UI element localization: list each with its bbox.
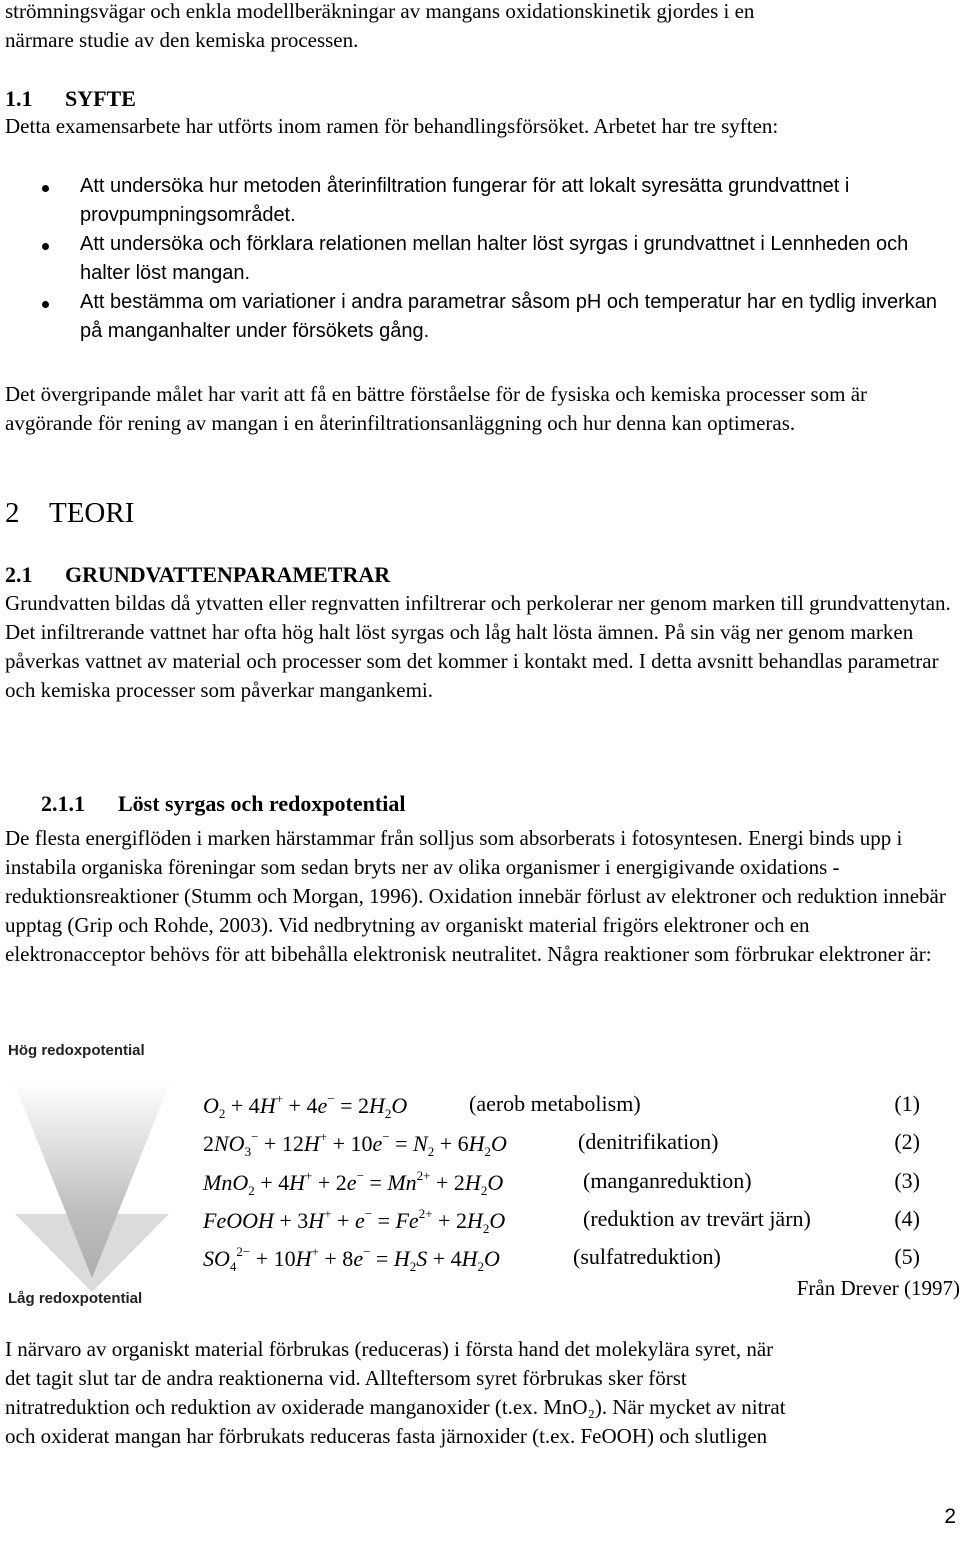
- equation-number: (5): [894, 1244, 920, 1269]
- section-heading-grundvattenparametrar: [5, 560, 390, 589]
- equation-row: [203, 1244, 920, 1274]
- list-item-text: Att bestämma om variationer i andra parametrar såsom pH och temperatur har en tydlig inverkan på manganhalter under försökets gång.: [80, 291, 938, 342]
- subsection-heading-syrgas: [41, 789, 405, 818]
- redox-potential-figure: [5, 1038, 177, 1314]
- subsection-title: Löst syrgas och redoxpotential: [118, 791, 406, 816]
- list-item-text: Att undersöka hur metoden återinfiltration fungerar för att lokalt syresätta grundvattnet i provpumpningsområdet.: [80, 175, 850, 226]
- section-heading-syfte: [5, 84, 136, 113]
- equation-description: (denitrifikation): [578, 1129, 719, 1154]
- closing-line-1: I närvaro av organiskt material förbrukas (reduceras) i första hand det molekylära syret, när: [5, 1337, 774, 1361]
- bullet-icon: [42, 243, 49, 250]
- equation-number: (3): [894, 1168, 920, 1193]
- intro-line-1: strömningsvägar och enkla modellberäkningar av mangans oxidationskinetik gjordes i en: [5, 0, 755, 23]
- syfte-text: Detta examensarbete har utförts inom ramen för behandlingsförsöket. Arbetet har tre syften:: [5, 114, 779, 138]
- bullet-icon: [42, 185, 49, 192]
- equation-formula: $MnO_2 + 4H^+ + 2e^- = Mn^{2+} + 2H_2O$: [203, 1168, 504, 1198]
- source-citation: Från Drever (1997): [796, 1276, 960, 1300]
- overall-goal-paragraph: Det övergripande målet har varit att få en bättre förståelse för de fysiska och kemiska processer som är avgörande för rening av mangan i en återinfiltrationsanläggning och hur denna kan optimeras.: [5, 382, 868, 435]
- equation-number: (2): [894, 1129, 920, 1154]
- equation-description: (reduktion av trevärt järn): [583, 1206, 811, 1231]
- equation-row: [203, 1206, 920, 1236]
- page-number: 2: [944, 1505, 956, 1528]
- equation-formula: FeOOH + $3H^+ + e^- = Fe^{2+} + 2H_2O$: [203, 1206, 506, 1236]
- syrgas-paragraph: De flesta energiflöden i marken härstammar från solljus som absorberats i fotosyntesen. Energi binds upp i instabila organiska föreningar som sedan bryts ner av olika organismer i energigivande oxidations - reduktionsreaktioner (Stumm och Morgan, 1996). Oxidation innebär förlust av elektroner och reduktion innebär upptag (Grip och Rohde, 2003). Vid nedbrytning av organiskt material frigörs elektroner och en elektronacceptor behövs för att bibehålla elektronisk neutralitet. Några reaktioner som förbrukar elektroner är:: [5, 826, 946, 966]
- chapter-title: TEORI: [49, 497, 135, 529]
- section-number: 1.1: [5, 86, 33, 111]
- equation-description: (sulfatreduktion): [573, 1244, 721, 1269]
- equation-row: [203, 1129, 920, 1159]
- section-number: 2.1: [5, 562, 33, 587]
- section-title: GRUNDVATTENPARAMETRAR: [65, 562, 391, 587]
- closing-line-3: nitratreduktion och reduktion av oxiderade manganoxider (t.ex. MnO₂). När mycket av nitrat: [5, 1395, 786, 1419]
- equation-row: [203, 1168, 920, 1198]
- equation-formula: $SO_4^{2-} + 10H^+ + 8e^- = H_2S + 4H_2O$: [203, 1244, 500, 1274]
- subsection-number: 2.1.1: [41, 791, 85, 816]
- intro-line-2: närmare studie av den kemiska processen.: [5, 28, 359, 52]
- closing-line-4: och oxiderat mangan har förbrukats reduceras fasta järnoxider (t.ex. FeOOH) och slutligen: [5, 1424, 768, 1448]
- closing-line-2: det tagit slut tar de andra reaktionerna vid. Allteftersom syret förbrukas sker först: [5, 1366, 687, 1390]
- down-arrow-gradient-icon: [5, 1038, 177, 1314]
- low-redox-label: Låg redoxpotential: [8, 1290, 143, 1307]
- equation-formula: $2NO_3^- + 12H^+ + 10e^- = N_2 + 6H_2O$: [203, 1129, 507, 1159]
- list-item-text: Att undersöka och förklara relationen mellan halter löst syrgas i grundvattnet i Lennheden och halter löst mangan.: [80, 233, 909, 284]
- grundvatten-paragraph: Grundvatten bildas då ytvatten eller regnvatten infiltrerar och perkolerar ner genom marken till grundvattenytan. Det infiltrerande vattnet har ofta hög halt löst syrgas och låg halt lösta ämnen. På sin väg ner genom marken påverkas vattnet av material och processer som det kommer i kontakt med. I detta avsnitt behandlas parametrar och kemiska processer som påverkar mangankemi.: [5, 591, 951, 702]
- equation-row: [203, 1091, 920, 1121]
- list-item: [0, 230, 948, 288]
- high-redox-label: Hög redoxpotential: [8, 1042, 145, 1059]
- list-item: [0, 288, 948, 346]
- chapter-heading-teori: [5, 496, 134, 530]
- section-title: SYFTE: [65, 86, 136, 111]
- equation-number: (1): [894, 1091, 920, 1116]
- chapter-number: 2: [5, 497, 20, 529]
- equation-description: (manganreduktion): [583, 1168, 752, 1193]
- equation-number: (4): [894, 1206, 920, 1231]
- bullet-icon: [42, 301, 49, 308]
- list-item: [0, 172, 948, 230]
- equation-description: (aerob metabolism): [469, 1091, 641, 1116]
- equation-formula: $O_2 + 4H^+ + 4e^- = 2H_2O$: [203, 1091, 408, 1121]
- aims-list: [0, 172, 948, 346]
